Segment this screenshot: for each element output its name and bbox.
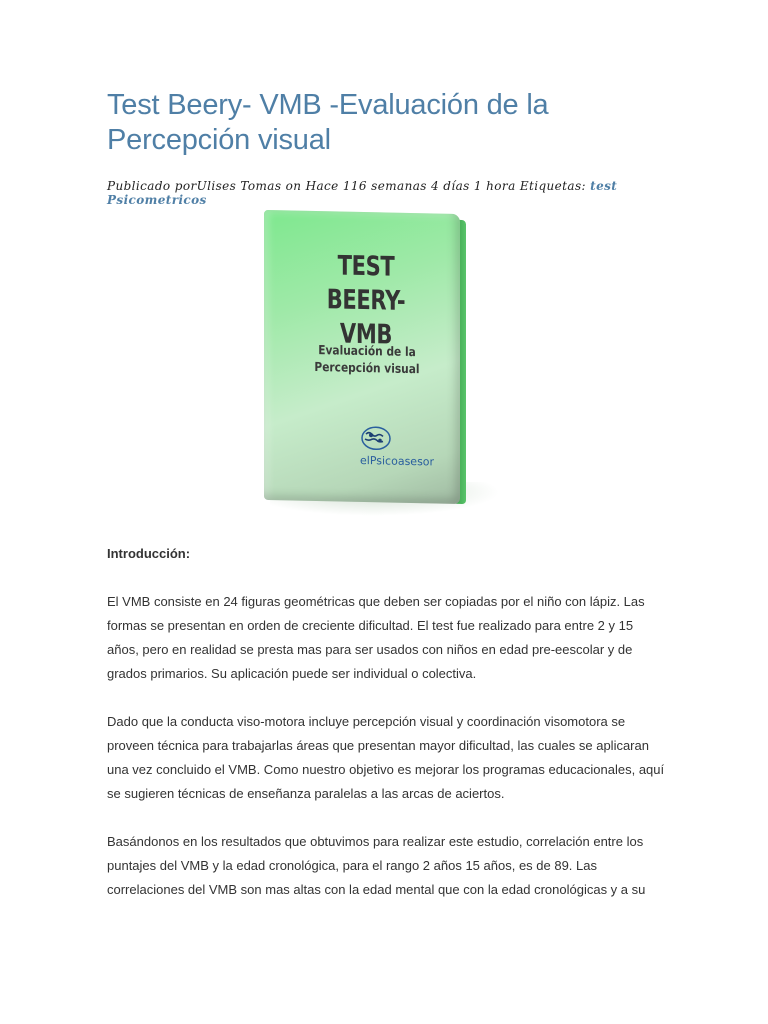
paragraph-1: El VMB consiste en 24 figuras geométricas que deben ser copiadas por el niño con lápiz. Las formas se presentan en orden de creciente dificultad. El test fue realizado para entre 2 y 15 años, pero en realidad se presta mas para ser usados con niños en edad pre-eescolar y de grados primarios. Su aplicación puede ser individual o colectiva. <box>107 594 645 681</box>
paragraph-3: Basándonos en los resultados que obtuvimos para realizar este estudio, correlación entre los puntajes del VMB y la edad cronológica, para el rango 2 años 15 años, es de 89. Las correlaciones del VMB son mas altas con la edad mental que con la edad cronológicas y a su <box>107 834 646 897</box>
intro-heading: Introducción: <box>107 546 191 561</box>
tags-label: Etiquetas: <box>515 179 591 193</box>
paragraph-2: Dado que la conducta viso-motora incluye percepción visual y coordinación visomotora se proveen técnica para trabajarlas áreas que presentan mayor dificultad, las cuales se aplicaran una vez concluido el VMB. Como nuestro objetivo es mejorar los programas educacionales, aquí se sugieren técnicas de enseñanza paralelas a las arcas de aciertos. <box>107 714 665 801</box>
meta-on: on <box>281 179 306 193</box>
cover-logo-text: elPsicoasesor <box>360 453 435 469</box>
cover-subtitle: Evaluación de la Percepción visual <box>314 342 420 377</box>
article-header <box>107 88 667 207</box>
tag-link[interactable]: test Psicometricos <box>107 179 618 207</box>
book-cover-image <box>264 212 504 516</box>
author-name[interactable]: Ulises Tomas <box>196 179 282 193</box>
globe-icon <box>356 426 392 453</box>
meta-prefix: Publicado por <box>107 179 197 193</box>
post-time: Hace 116 semanas 4 días 1 hora <box>305 179 516 193</box>
article-body <box>107 542 667 902</box>
book-front <box>264 210 460 504</box>
page-title: Test Beery- VMB -Evaluación de la Percepción visual <box>107 89 549 156</box>
cover-title: TEST BEERY- VMB <box>326 250 406 351</box>
post-meta <box>107 179 667 207</box>
